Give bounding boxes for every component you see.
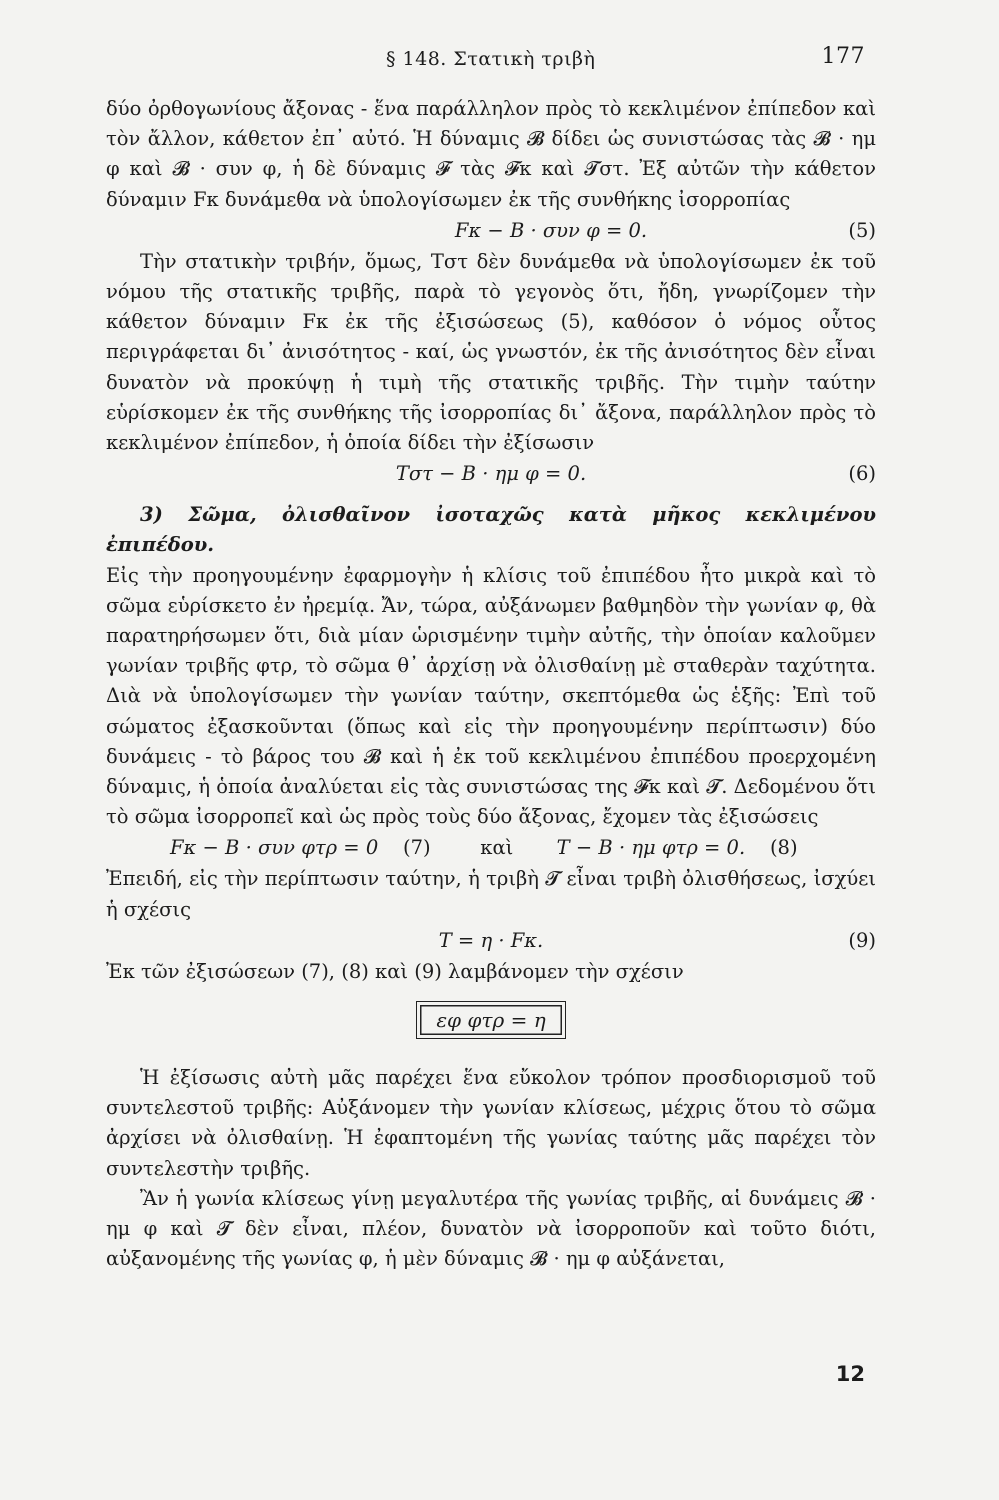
subsection-heading: 3) Σῶμα, ὀλισθαῖνον ἰσοταχῶς κατὰ μῆκος κεκλιμένου ἐπιπέδου. xyxy=(106,503,876,557)
equation-9-number: (9) xyxy=(848,928,876,952)
equations-7-8 xyxy=(106,832,876,864)
equation-9-text: T = η · Fκ. xyxy=(438,928,544,952)
equation-6-number: (6) xyxy=(848,462,876,486)
running-header xyxy=(106,44,865,72)
equation-7-text: Fκ − B · συν φτρ = 0 xyxy=(170,836,379,860)
equation-7-number: (7) xyxy=(403,836,431,860)
paragraph-3: Εἰς τὴν προηγουμένην ἐφαρμογὴν ἡ κλίσις τοῦ ἐπιπέδου ἦτο μικρὰ καὶ τὸ σῶμα εὑρίσκετο ἐν ἠρεμίᾳ. Ἄν, τώρα, αὐξάνωμεν βαθμηδὸν τὴν γωνίαν φ, θὰ παρατηρήσωμεν ὅτι, διὰ μίαν ὡρισμένην τιμὴν αὐτῆς, τὴν ὁποίαν καλοῦμεν γωνίαν τριβῆς φτρ, τὸ σῶμα θ᾽ ἀρχίσῃ νὰ ὀλισθαίνῃ μὲ σταθερὰν ταχύτητα. Διὰ νὰ ὑπολογίσωμεν τὴν γωνίαν ταύτην, σκεπτόμεθα ὡς ἑξῆς: Ἐπὶ τοῦ σώματος ἐξασκοῦνται (ὅπως καὶ εἰς τὴν προηγουμένην περίπτωσιν) δύο δυνάμεις - τὸ βάρος του 𝓑 καὶ ἡ ἐκ τοῦ κεκλιμένου ἐπιπέδου προερχομένη δύναμις, ἡ ὁποία ἀναλύεται εἰς τὰς συνιστώσας της 𝓕κ καὶ 𝓣. Δεδομένου ὅτι τὸ σῶμα ἰσορροπεῖ καὶ ὡς πρὸς τοὺς δύο ἄξονας, ἔχομεν τὰς ἐξισώσεις xyxy=(106,563,876,829)
equation-8-number: (8) xyxy=(769,836,798,860)
boxed-equation: εφ φτρ = η xyxy=(416,1001,566,1039)
paragraph-5: Ἐκ τῶν ἐξισώσεων (7), (8) καὶ (9) λαμβάνομεν τὴν σχέσιν xyxy=(106,959,684,983)
equation-5-number: (5) xyxy=(848,218,876,242)
paragraph-4: Ἐπειδή, εἰς τὴν περίπτωσιν ταύτην, ἡ τριβὴ 𝓣 εἶναι τριβὴ ὀλισθήσεως, ἰσχύει ἡ σχέσις xyxy=(106,867,876,921)
section-title: § 148. Στατικὴ τριβὴ xyxy=(386,48,596,70)
boxed-result xyxy=(106,1001,876,1045)
equation-9 xyxy=(106,925,876,957)
equation-8-text: T − B · ημ φτρ = 0. xyxy=(556,836,746,860)
paragraph-6: Ἡ ἐξίσωσις αὐτὴ μᾶς παρέχει ἕνα εὔκολον τρόπον προσδιορισμοῦ τοῦ συντελεστοῦ τριβῆς: Αὐξάνομεν τὴν γωνίαν κλίσεως, μέχρις ὅτου τὸ σῶμα ἀρχίσει νὰ ὀλισθαίνῃ. Ἡ ἐφαπτομένη τῆς γωνίας ταύτης μᾶς παρέχει τὸν συντελεστὴν τριβῆς. xyxy=(106,1066,876,1180)
paragraph-2: Τὴν στατικὴν τριβήν, ὅμως, Tστ δὲν δυνάμεθα νὰ ὑπολογίσωμεν ἐκ τοῦ νόμου τῆς στατικῆς τριβῆς, παρὰ τὸ γεγονὸς ὅτι, ἤδη, γνωρίζομεν τὴν κάθετον δύναμιν Fκ ἐκ τῆς ἐξισώσεως (5), καθόσον ὁ νόμος οὗτος περιγράφεται δι᾽ ἀνισότητος - καί, ὡς γνωστόν, ἐκ τῆς ἀνισότητος δὲν εἶναι δυνατὸν νὰ προκύψῃ ἡ τιμὴ τῆς στατικῆς τριβῆς. Τὴν τιμὴν ταύτην εὑρίσκομεν ἐκ τῆς συνθήκης τῆς ἰσορροπίας δι᾽ ἄξονα, παράλληλον πρὸς τὸ κεκλιμένον ἐπίπεδον, ἡ ὁποία δίδει τὴν ἐξίσωσιν xyxy=(106,249,876,455)
equation-6-text: Tστ − B · ημ φ = 0. xyxy=(395,462,587,486)
paragraph-1: δύο ὀρθογωνίους ἄξονας - ἕνα παράλληλον πρὸς τὸ κεκλιμένον ἐπίπεδον καὶ τὸν ἄλλον, κάθετον ἐπ᾽ αὐτό. Ἡ δύναμις 𝓑 δίδει ὡς συνιστώσας τὰς 𝓑 · ημ φ καὶ 𝓑 · συν φ, ἡ δὲ δύναμις 𝓕 τὰς 𝓕κ καὶ 𝓣στ. Ἐξ αὐτῶν τὴν κάθετον δύναμιν Fκ δυνάμεθα νὰ ὑπολογίσωμεν ἐκ τῆς συνθήκης ἰσορροπίας xyxy=(106,97,876,211)
paragraph-7: Ἂν ἡ γωνία κλίσεως γίνῃ μεγαλυτέρα τῆς γωνίας τριβῆς, αἱ δυνάμεις 𝓑 · ημ φ καὶ 𝓣 δὲν εἶναι, πλέον, δυνατὸν νὰ ἰσορροποῦν καὶ τοῦτο διότι, αὐξανομένης τῆς γωνίας φ, ἡ μὲν δύναμις 𝓑 · ημ φ αὐξάνεται, xyxy=(106,1186,876,1271)
equation-5-text: Fκ − B · συν φ = 0. xyxy=(454,218,648,242)
equation-6 xyxy=(106,458,876,490)
equations-conjunction: καὶ xyxy=(480,836,514,860)
signature-mark: 12 xyxy=(835,1362,865,1386)
equation-5 xyxy=(106,215,876,247)
main-text xyxy=(106,94,876,1275)
page-number: 177 xyxy=(821,44,865,69)
